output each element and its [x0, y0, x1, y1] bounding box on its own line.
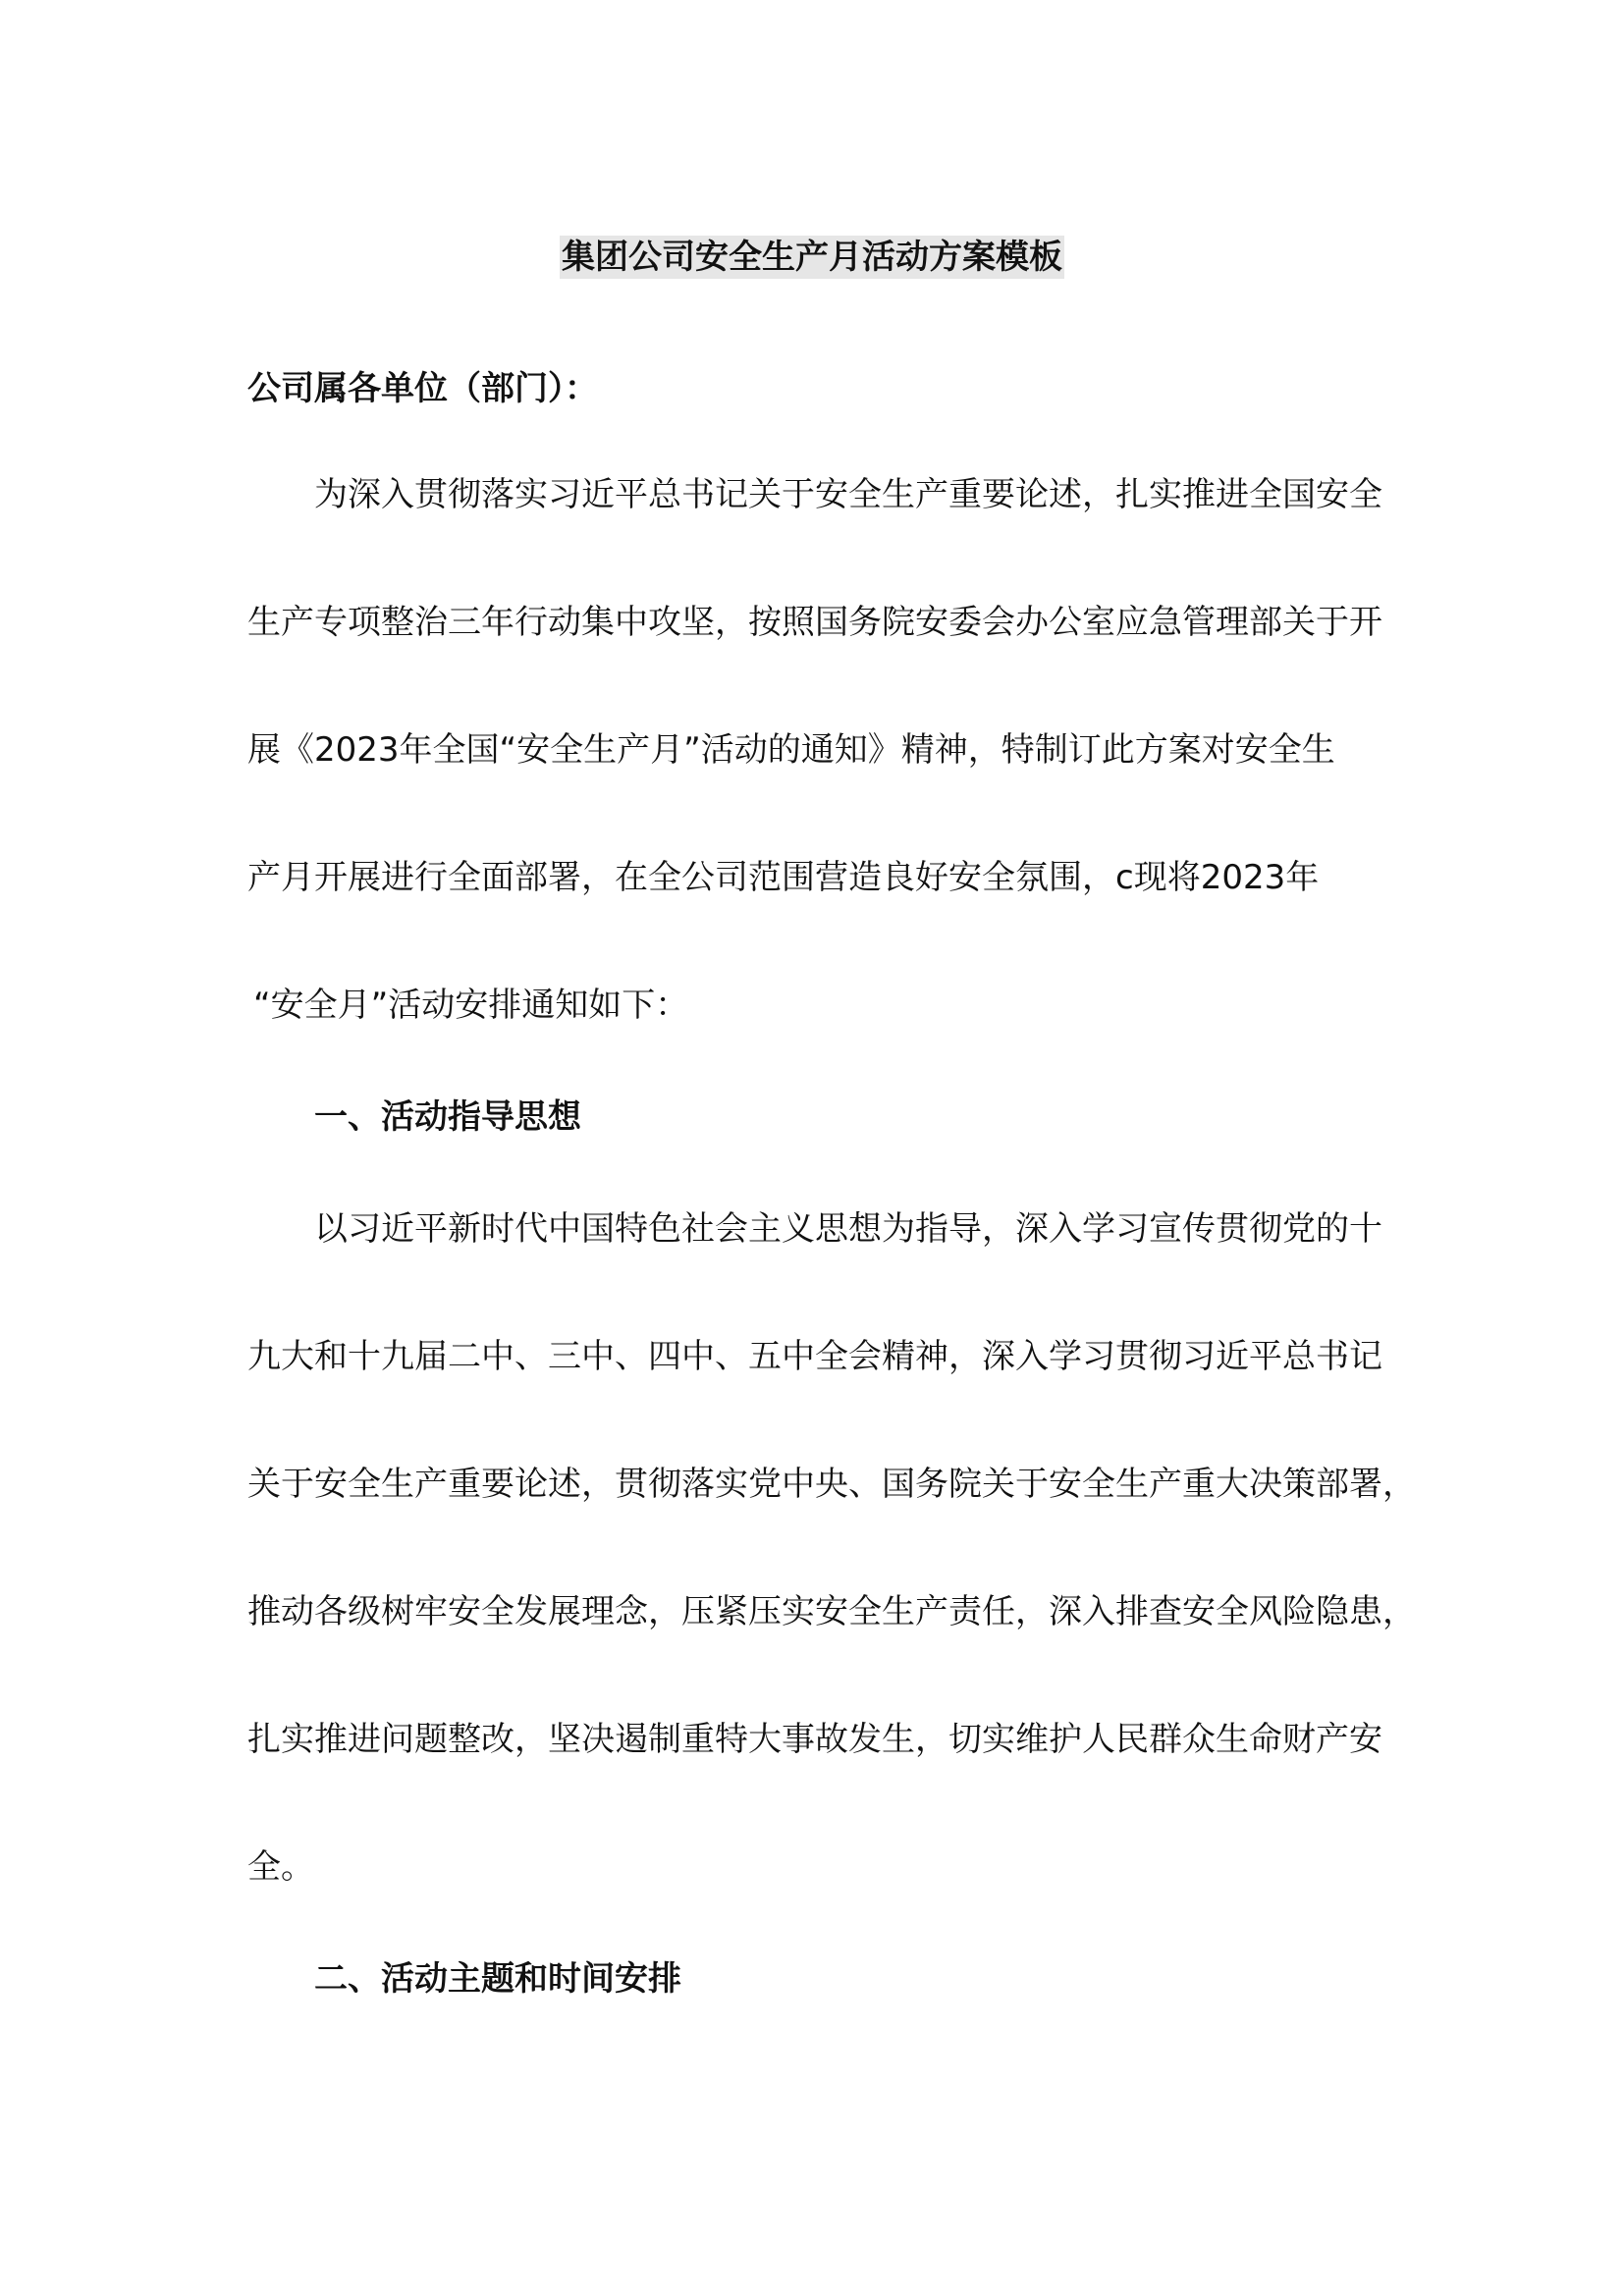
document-title: [0, 232, 1624, 283]
paragraph-line: 生产专项整治三年行动集中攻坚，按照国务院安委会办公室应急管理部关于开: [247, 603, 1382, 642]
salutation: 公司属各单位（部门）：: [247, 369, 598, 408]
paragraph-line: 扎实推进问题整改，坚决遏制重特大事故发生，切实维护人民群众生命财产安: [247, 1720, 1382, 1759]
paragraph-line: 为深入贯彻落实习近平总书记关于安全生产重要论述，扎实推进全国安全: [314, 475, 1382, 514]
paragraph-line: “安全月”活动安排通知如下：: [253, 986, 689, 1025]
section-heading-1: 一、活动指导思想: [314, 1097, 581, 1137]
paragraph-line: 全。: [247, 1847, 314, 1887]
paragraph-line: 产月开展进行全面部署，在全公司范围营造良好安全氛围，c现将2023年: [247, 858, 1320, 897]
paragraph-line: 九大和十九届二中、三中、四中、五中全会精神，深入学习贯彻习近平总书记: [247, 1337, 1382, 1376]
paragraph-line: 关于安全生产重要论述，贯彻落实党中央、国务院关于安全生产重大决策部署，: [247, 1465, 1416, 1504]
paragraph-line: 推动各级树牢安全发展理念，压紧压实安全生产责任，深入排查安全风险隐患，: [247, 1592, 1416, 1631]
section-heading-2: 二、活动主题和时间安排: [314, 1959, 681, 1999]
document-title-text: 集团公司安全生产月活动方案模板: [562, 238, 1062, 277]
paragraph-line: 展《2023年全国“安全生产月”活动的通知》精神，特制订此方案对安全生: [247, 730, 1335, 770]
paragraph-line: 以习近平新时代中国特色社会主义思想为指导，深入学习宣传贯彻党的十: [314, 1209, 1382, 1249]
